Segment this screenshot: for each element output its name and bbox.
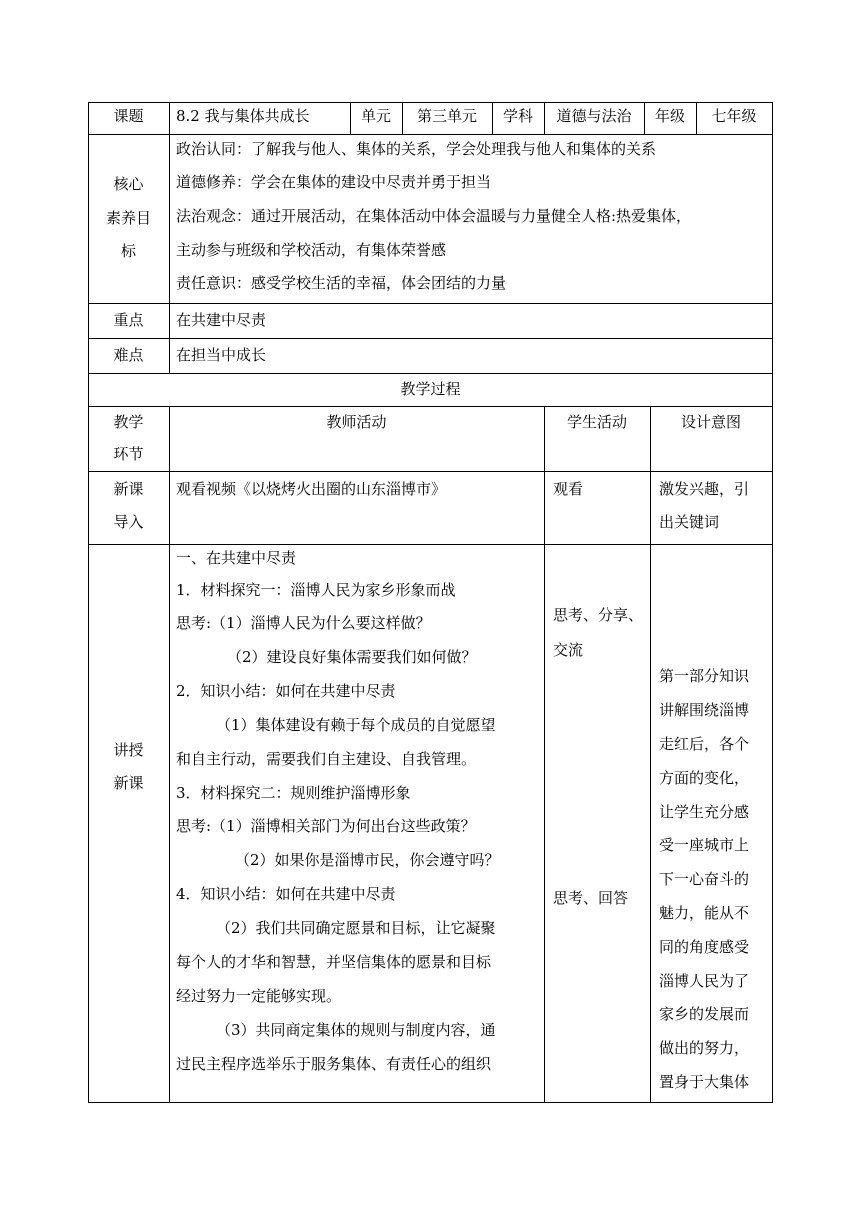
unit-label: 单元 (360, 107, 391, 125)
process-title: 教学过程 (400, 380, 461, 398)
lecture-teacher-line: （1）集体建设有赖于每个成员的自觉愿望 (216, 716, 496, 734)
lecture-design-line: 魅力，能从不 (659, 904, 750, 922)
lecture-teacher-line: 经过努力一定能够实现。 (176, 987, 342, 1005)
lecture-teacher-line: （2）我们共同确定愿景和目标，让它凝聚 (216, 919, 496, 937)
row-rule (88, 406, 773, 407)
teacher-activity-header: 教师活动 (326, 413, 387, 431)
row-rule (88, 373, 773, 374)
row-rule (88, 303, 773, 304)
column-rule (650, 406, 651, 1103)
lecture-stage-line: 讲授 (113, 741, 144, 759)
intro-student-activity: 观看 (553, 480, 584, 498)
lecture-design-line: 走红后，各个 (659, 735, 750, 753)
subject-value: 道德与法治 (556, 107, 632, 125)
lecture-design-line: 方面的变化， (659, 769, 750, 787)
difficulty-value: 在担当中成长 (176, 346, 267, 364)
lecture-teacher-line: 4．知识小结：如何在共建中尽责 (176, 885, 396, 903)
core-goal-line: 法治观念：通过开展活动，在集体活动中体会温暖与力量健全人格:热爱集体， (176, 207, 692, 225)
core-goal-line: 主动参与班级和学校活动，有集体荣誉感 (176, 241, 447, 259)
lecture-design-line: 做出的努力， (659, 1039, 750, 1057)
key-point-label: 重点 (113, 311, 144, 329)
topic-value: 8.2 我与集体共成长 (176, 107, 310, 125)
lecture-design-line: 淄博人民为了 (659, 972, 750, 990)
intro-stage-line: 导入 (113, 513, 144, 531)
stage-header-line: 教学 (113, 413, 144, 431)
lecture-teacher-line: 1．材料探究一：淄博人民为家乡形象而战 (176, 581, 456, 599)
topic-label: 课题 (113, 107, 144, 125)
lecture-design-line: 下一心奋斗的 (659, 870, 750, 888)
row-rule (88, 102, 773, 103)
core-goal-line: 政治认同：了解我与他人、集体的关系，学会处理我与他人和集体的关系 (176, 140, 657, 158)
intro-stage-line: 新课 (113, 480, 144, 498)
intro-design-line: 出关键词 (659, 513, 720, 531)
lecture-design-line: 讲解围绕淄博 (659, 701, 750, 719)
intro-teacher-activity: 观看视频《以烧烤火出圈的山东淄博市》 (176, 480, 447, 498)
column-rule (772, 102, 773, 1103)
lecture-teacher-line: 每个人的才华和智慧，并坚信集体的愿景和目标 (176, 953, 492, 971)
lecture-design-line: 受一座城市上 (659, 836, 750, 854)
lecture-design-line: 置身于大集体 (659, 1073, 750, 1091)
core-label-line: 核心 (113, 175, 144, 193)
lecture-stage-line: 新课 (113, 774, 144, 792)
lecture-teacher-line: 过民主程序选举乐于服务集体、有责任心的组织 (176, 1055, 492, 1073)
subject-label: 学科 (502, 107, 533, 125)
row-rule (88, 1102, 773, 1103)
difficulty-label: 难点 (113, 346, 144, 364)
lecture-teacher-line: 和自主行动，需要我们自主建设、自我管理。 (176, 750, 477, 768)
student-activity-header: 学生活动 (566, 413, 627, 431)
core-label-line: 标 (120, 242, 136, 260)
lecture-teacher-line: （2）建设良好集体需要我们如何做？ (227, 648, 477, 666)
row-rule (88, 544, 773, 545)
lecture-design-line: 家乡的发展而 (659, 1005, 750, 1023)
row-rule (88, 134, 773, 135)
column-rule (169, 406, 170, 1103)
lecture-teacher-line: 一、在共建中尽责 (176, 549, 297, 567)
lecture-design-line: 同的角度感受 (659, 938, 750, 956)
row-rule (88, 338, 773, 339)
lecture-teacher-line: 思考:（1）淄博人民为什么要这样做？ (176, 614, 431, 632)
core-label-line: 素养目 (105, 209, 151, 227)
row-rule (88, 471, 773, 472)
stage-header-line: 环节 (113, 445, 144, 463)
core-goal-line: 责任意识：感受学校生活的幸福，体会团结的力量 (176, 274, 507, 292)
core-goal-line: 道德修养：学会在集体的建设中尽责并勇于担当 (176, 173, 492, 191)
key-point-value: 在共建中尽责 (176, 311, 267, 329)
lecture-student-line: 思考、分享、 (553, 606, 644, 624)
lecture-design-line: 让学生充分感 (659, 803, 750, 821)
unit-value: 第三单元 (416, 107, 477, 125)
design-intent-header: 设计意图 (680, 413, 741, 431)
lecture-teacher-line: 思考:（1）淄博相关部门为何出台这些政策？ (176, 817, 476, 835)
lecture-design-line: 第一部分知识 (659, 667, 750, 685)
lecture-student-line: 思考、回答 (553, 889, 629, 907)
column-rule (169, 102, 170, 373)
lecture-teacher-line: （2）如果你是淄博市民，你会遵守吗？ (235, 851, 500, 869)
grade-value: 七年级 (711, 107, 757, 125)
lecture-teacher-line: （3）共同商定集体的规则与制度内容，通 (216, 1021, 496, 1039)
intro-design-line: 激发兴趣，引 (659, 480, 750, 498)
column-rule (544, 406, 545, 1103)
lecture-student-line: 交流 (553, 641, 584, 659)
grade-label: 年级 (654, 107, 685, 125)
lecture-teacher-line: 2．知识小结：如何在共建中尽责 (176, 682, 396, 700)
lecture-teacher-line: 3．材料探究二：规则维护淄博形象 (176, 784, 411, 802)
